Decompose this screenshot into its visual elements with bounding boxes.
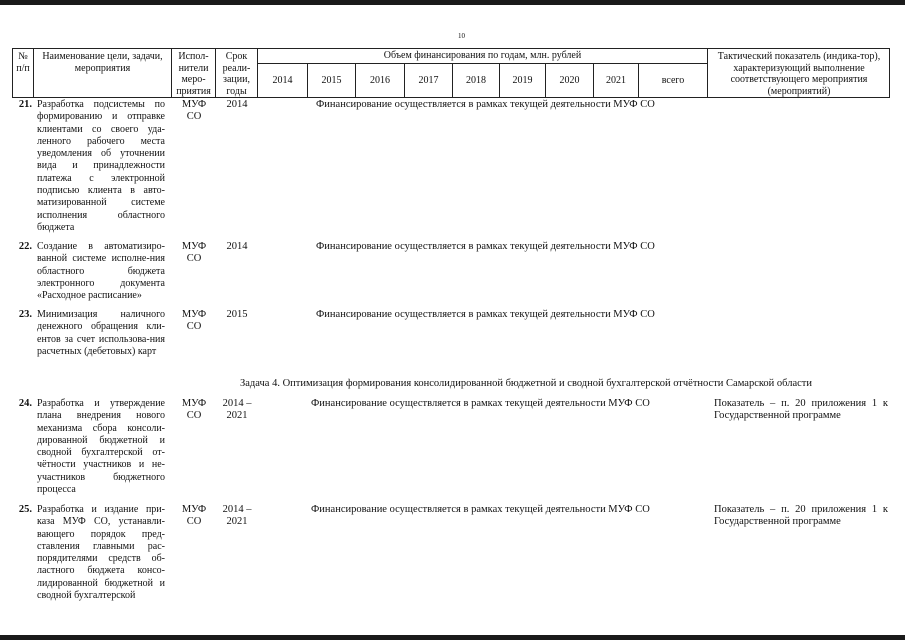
header-year: 2014 <box>272 75 293 86</box>
top-scan-border <box>0 0 905 5</box>
header-year: 2018 <box>466 75 486 86</box>
header-total: всего <box>661 75 685 86</box>
header-executors: Испол-нители меро-приятия <box>176 51 211 97</box>
header-term: Срок реали-зации, годы <box>222 51 251 97</box>
row-number: 23. <box>18 309 32 320</box>
row-executor: МУФ СО <box>181 504 207 528</box>
row-number: 21. <box>18 99 32 110</box>
table-header <box>12 48 890 98</box>
row-executor: МУФ СО <box>181 398 207 422</box>
row-term: 2014 – 2021 <box>222 398 252 422</box>
bottom-scan-border <box>0 635 905 640</box>
row-term: 2014 – 2021 <box>222 504 252 528</box>
row-funding: Финансирование осуществляется в рамках текущей деятельности МУФ СО <box>316 241 655 252</box>
header-num: № п/п <box>16 51 30 74</box>
header-year: 2019 <box>512 75 533 86</box>
row-name: Минимизация наличного денежного обращения кли-ентов за счет использова-ния расчетных (дебетовых) карт <box>37 309 165 357</box>
row-funding: Финансирование осуществляется в рамках текущей деятельности МУФ СО <box>311 398 650 409</box>
row-term: 2014 <box>226 99 248 110</box>
row-funding: Финансирование осуществляется в рамках текущей деятельности МУФ СО <box>316 99 655 110</box>
row-name: Разработка подсистемы по формированию и отправке клиентами со своего уда-ленного рабочего места уведомления об уточнении вида и принадлежности платежа с электронной подписью клиента в авто-матизированной системе исполнения областного бюджета <box>37 99 165 233</box>
header-funding-title: Объем финансирования по годам, млн. рублей <box>383 50 582 61</box>
header-indicator: Тактический показатель (индика-тор), характеризующий выполнение соответствующего мероприятия (мероприятий) <box>717 51 881 97</box>
row-number: 25. <box>18 504 32 515</box>
header-divider <box>257 63 707 64</box>
row-funding: Финансирование осуществляется в рамках текущей деятельности МУФ СО <box>311 504 650 515</box>
row-name: Разработка и утверждение плана внедрения нового механизма сбора консоли-дированной бюджетной и сводной бухгалтерской от-чётности участников и не-участников бюджетного процесса <box>37 398 165 496</box>
row-executor: МУФ СО <box>181 309 207 333</box>
task-heading: Задача 4. Оптимизация формирования консолидированной бюджетной и сводной бухгалтерской отчётности Самарской области <box>240 378 813 389</box>
header-divider <box>707 49 708 97</box>
row-number: 22. <box>18 241 32 252</box>
header-year: 2016 <box>370 75 390 86</box>
row-executor: МУФ СО <box>181 241 207 265</box>
row-name: Создание в автоматизиро-ванной системе исполне-ния областного бюджета электронного документа «Расходное расписание» <box>37 241 165 302</box>
header-year: 2021 <box>606 75 626 86</box>
header-year: 2020 <box>559 75 580 86</box>
row-funding: Финансирование осуществляется в рамках текущей деятельности МУФ СО <box>316 309 655 320</box>
row-number: 24. <box>18 398 32 409</box>
row-term: 2015 <box>226 309 248 320</box>
row-name: Разработка и издание при-каза МУФ СО, устанавли-вающего порядок пред-ставления главными рас-порядителями средств об-ластного бюджета консо-лидированной бюджетной и сводной бухгалтерской <box>37 504 165 602</box>
row-term: 2014 <box>226 241 248 252</box>
page-number: 10 <box>458 32 465 40</box>
header-year: 2017 <box>418 75 439 86</box>
row-indicator: Показатель – п. 20 приложения 1 к Государственной программе <box>714 398 888 422</box>
row-executor: МУФ СО <box>181 99 207 123</box>
header-year: 2015 <box>321 75 342 86</box>
header-name: Наименование цели, задачи, мероприятия <box>42 51 163 74</box>
row-indicator: Показатель – п. 20 приложения 1 к Государственной программе <box>714 504 888 528</box>
